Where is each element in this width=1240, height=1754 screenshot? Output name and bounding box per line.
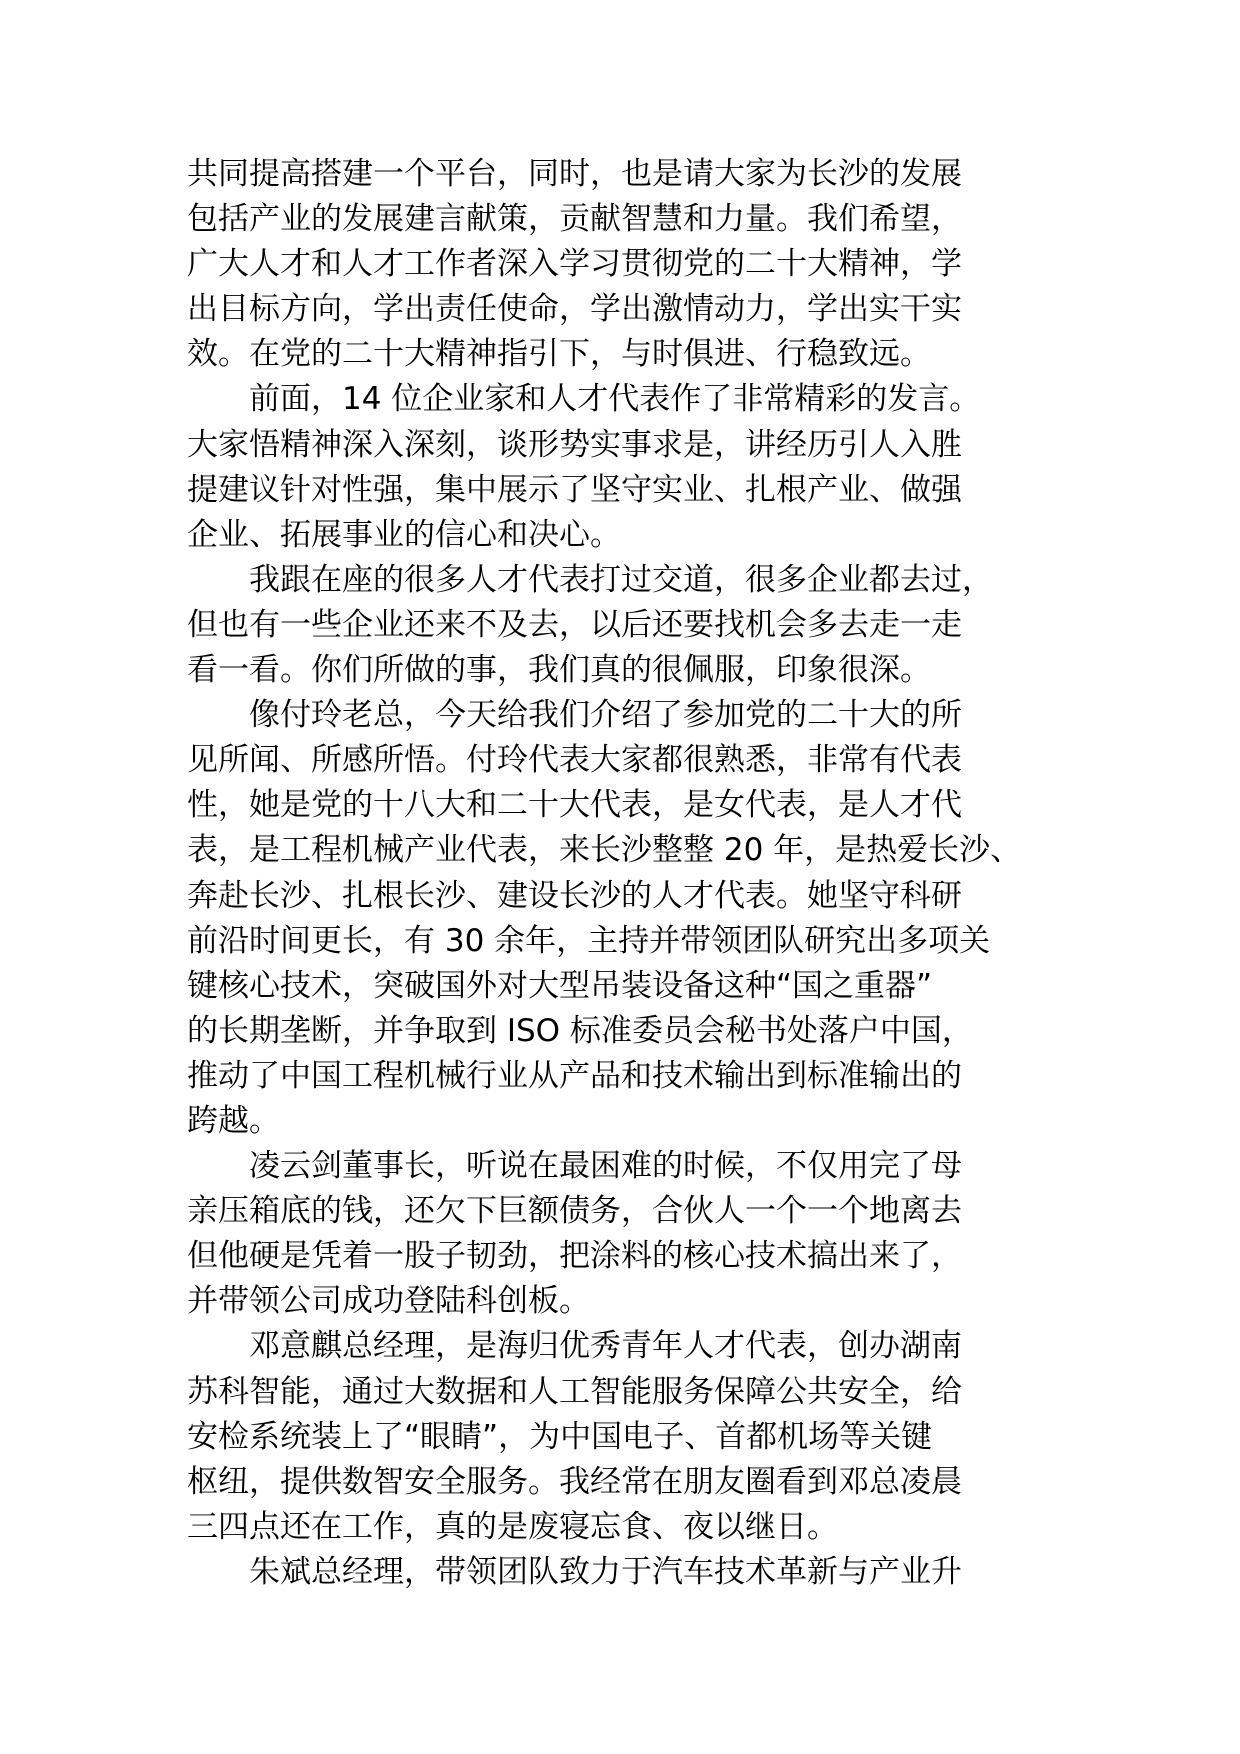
paragraph-first-line: 朱斌总经理，带领团队致力于汽车技术革新与产业升 bbox=[249, 1553, 962, 1590]
text-line: 看一看。你们所做的事，我们真的很佩服，印象很深。 bbox=[187, 652, 931, 689]
body-text bbox=[187, 152, 1117, 1595]
paragraph-first-line: 像付玲老总，今天给我们介绍了参加党的二十大的所 bbox=[249, 697, 962, 734]
text-line: 表，是工程机械产业代表，来长沙整整 20 年，是热爱长沙、 bbox=[187, 832, 1022, 869]
text-line: 安检系统装上了“眼睛”，为中国电子、首都机场等关键 bbox=[187, 1418, 933, 1455]
text-line: 大家悟精神深入深刻，谈形势实事求是，讲经历引人入胜 bbox=[187, 426, 962, 463]
text-line: 前沿时间更长，有 30 余年，主持并带领团队研究出多项关 bbox=[187, 922, 991, 959]
text-line: 包括产业的发展建言献策，贡献智慧和力量。我们希望， bbox=[187, 201, 962, 238]
text-line: 性，她是党的十八大和二十大代表，是女代表，是人才代 bbox=[187, 787, 962, 824]
text-line: 枢纽，提供数智安全服务。我经常在朋友圈看到邓总凌晨 bbox=[187, 1463, 962, 1500]
text-line: 共同提高搭建一个平台，同时，也是请大家为长沙的发展 bbox=[187, 156, 962, 192]
text-line: 出目标方向，学出责任使命，学出激情动力，学出实干实 bbox=[187, 291, 962, 328]
text-line: 跨越。 bbox=[187, 1102, 280, 1139]
text-line: 企业、拓展事业的信心和决心。 bbox=[187, 516, 621, 553]
text-line: 亲压箱底的钱，还欠下巨额债务，合伙人一个一个地离去 bbox=[187, 1193, 962, 1230]
text-line: 三四点还在工作，真的是废寝忘食、夜以继日。 bbox=[187, 1508, 838, 1545]
text-line: 广大人才和人才工作者深入学习贯彻党的二十大精神，学 bbox=[187, 246, 962, 283]
text-line: 见所闻、所感所悟。付玲代表大家都很熟悉，非常有代表 bbox=[187, 742, 962, 779]
text-line: 苏科智能，通过大数据和人工智能服务保障公共安全，给 bbox=[187, 1373, 962, 1410]
text-line: 推动了中国工程机械行业从产品和技术输出到标准输出的 bbox=[187, 1057, 962, 1094]
text-line: 但也有一些企业还来不及去，以后还要找机会多去走一走 bbox=[187, 606, 962, 643]
text-line: 并带领公司成功登陆科创板。 bbox=[187, 1283, 590, 1320]
text-line: 但他硬是凭着一股子韧劲，把涂料的核心技术搞出来了， bbox=[187, 1238, 962, 1275]
text-line: 提建议针对性强，集中展示了坚守实业、扎根产业、做强 bbox=[187, 471, 962, 508]
text-line: 键核心技术，突破国外对大型吊装设备这种“国之重器” bbox=[187, 967, 933, 1004]
text-line: 奔赴长沙、扎根长沙、建设长沙的人才代表。她坚守科研 bbox=[187, 877, 962, 914]
paragraph-first-line: 我跟在座的很多人才代表打过交道，很多企业都去过， bbox=[249, 561, 993, 598]
text-line: 效。在党的二十大精神指引下，与时俱进、行稳致远。 bbox=[187, 336, 931, 373]
paragraph-first-line: 前面，14 位企业家和人才代表作了非常精彩的发言。 bbox=[249, 381, 981, 418]
paragraph-first-line: 邓意麒总经理，是海归优秀青年人才代表，创办湖南 bbox=[249, 1328, 962, 1365]
paragraph-first-line: 凌云剑董事长，听说在最困难的时候，不仅用完了母 bbox=[249, 1148, 962, 1185]
text-line: 的长期垄断，并争取到 ISO 标准委员会秘书处落户中国， bbox=[187, 1012, 973, 1049]
